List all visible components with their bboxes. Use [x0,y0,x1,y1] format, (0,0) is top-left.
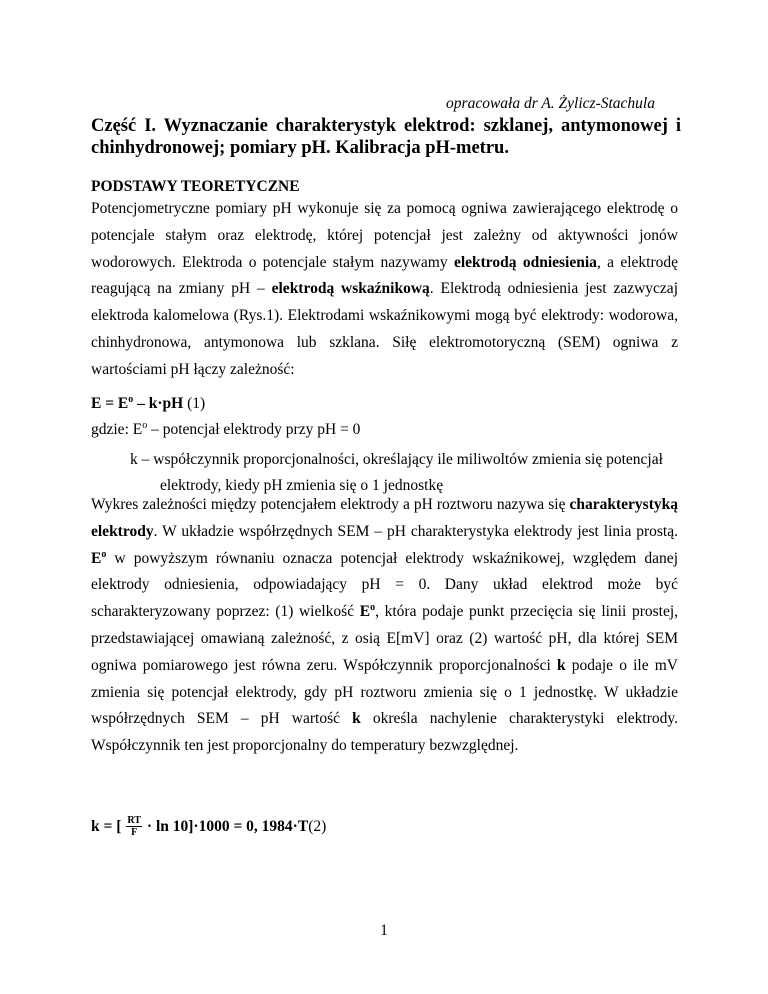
text-run: – potencjał elektrody przy pH = 0 [147,421,361,438]
definition-e0 [91,421,360,439]
section-heading: PODSTAWY TEORETYCZNE [91,178,300,195]
equation-lhs: E = E [91,395,129,412]
symbol-text: E [359,603,371,621]
text-run: Wykres zależności między potencjałem elektrody a pH roztworu nazywa się [91,496,570,513]
superscript: o [142,419,148,431]
equation-rhs: – k·pH [133,395,184,412]
fraction-rt-over-f [126,815,142,838]
symbol-e0 [91,550,106,567]
symbol-e0 [360,603,375,620]
fraction-denominator: F [131,827,138,838]
superscript: o [370,602,376,614]
superscript: o [128,393,134,405]
definition-k-line2: elektrody, kiedy pH zmienia się o 1 jednostkę [160,477,444,494]
definition-k-line1: k – współczynnik proporcjonalności, określający ile miliwoltów zmienia się potencjał [130,451,663,468]
superscript: o [101,548,107,560]
text-run: , a elektrodę reagującą na zmiany pH – [91,253,679,298]
equation-2 [91,815,326,838]
equation-label: (1) [183,395,206,412]
text-run: gdzie: E [91,421,143,438]
text-run: . Elektrodą odniesienia jest zazwyczaj elektroda kalomelowa (Rys.1). Elektrodami wskaźnikowymi mogą być elektrody: wodorowa, chinhydronowa, antymonowa lub szklana. Siłę elektromotoryczną (SEM) ogniwa z wartościami pH łączy zależność: [91,280,678,378]
symbol-text: E [91,549,102,567]
equation-middle: · ln 10]·1000 = 0, 1984·T [146,817,309,835]
text-run: Potencjometryczne pomiary pH wykonuje się za pomocą ogniwa zawierającego elektrodę o potencjale stałym oraz elektrodę, której potencjał jest zależny od aktywności jonów wodorowych. Elektroda o potencjale stałym nazywamy [91,200,678,271]
author-line: opracowała dr A. Żylicz-Stachula [446,95,655,112]
paragraph-intro [91,196,678,384]
text-run: . W układzie współrzędnych SEM – pH charakterystyka elektrody jest linia prostą. [153,522,678,540]
fraction-numerator: RT [127,815,141,826]
paragraph-characteristic [91,492,678,760]
page-number: 1 [380,922,388,939]
symbol-k: k [352,710,361,728]
equation-1 [91,395,205,413]
equation-label: (2) [308,817,327,835]
text-run: określa nachylenie charakterystyki elektrody. Współczynnik ten jest proporcjonalny do temperatury bezwzględnej. [91,710,678,755]
term-characteristic: charakterystyką elektrody [91,496,678,540]
term-reference-electrode: elektrodą odniesienia [453,253,597,271]
text-run: , która podaje punkt przecięcia się linii prostej, przedstawiającej omawianą zależność, z osią E[mV] oraz (2) wartość pH, dla której SEM ogniwa pomiarowego jest równa zeru. Współczynnik proporcjonalności [91,603,678,674]
text-run: podaje o ile mV zmienia się potencjał elektrody, gdy pH roztworu zmienia się o 1 jednostkę. W układzie współrzędnych SEM – pH wartość [91,656,678,728]
document-title: Część I. Wyznaczanie charakterystyk elektrod: szklanej, antymonowej i chinhydronowej; pomiary pH. Kalibracja pH-metru. [91,116,681,158]
text-run: w powyższym równaniu oznacza potencjał elektrody wskaźnikowej, względem danej elektrody odniesienia, odpowiadający pH = 0. Dany układ elektrod może być scharakteryzowany poprzez: (1) wielkość [91,549,678,621]
term-indicator-electrode: elektrodą wskaźnikową [271,280,430,298]
symbol-k: k [556,656,566,674]
equation-prefix: k = [ [91,817,122,835]
